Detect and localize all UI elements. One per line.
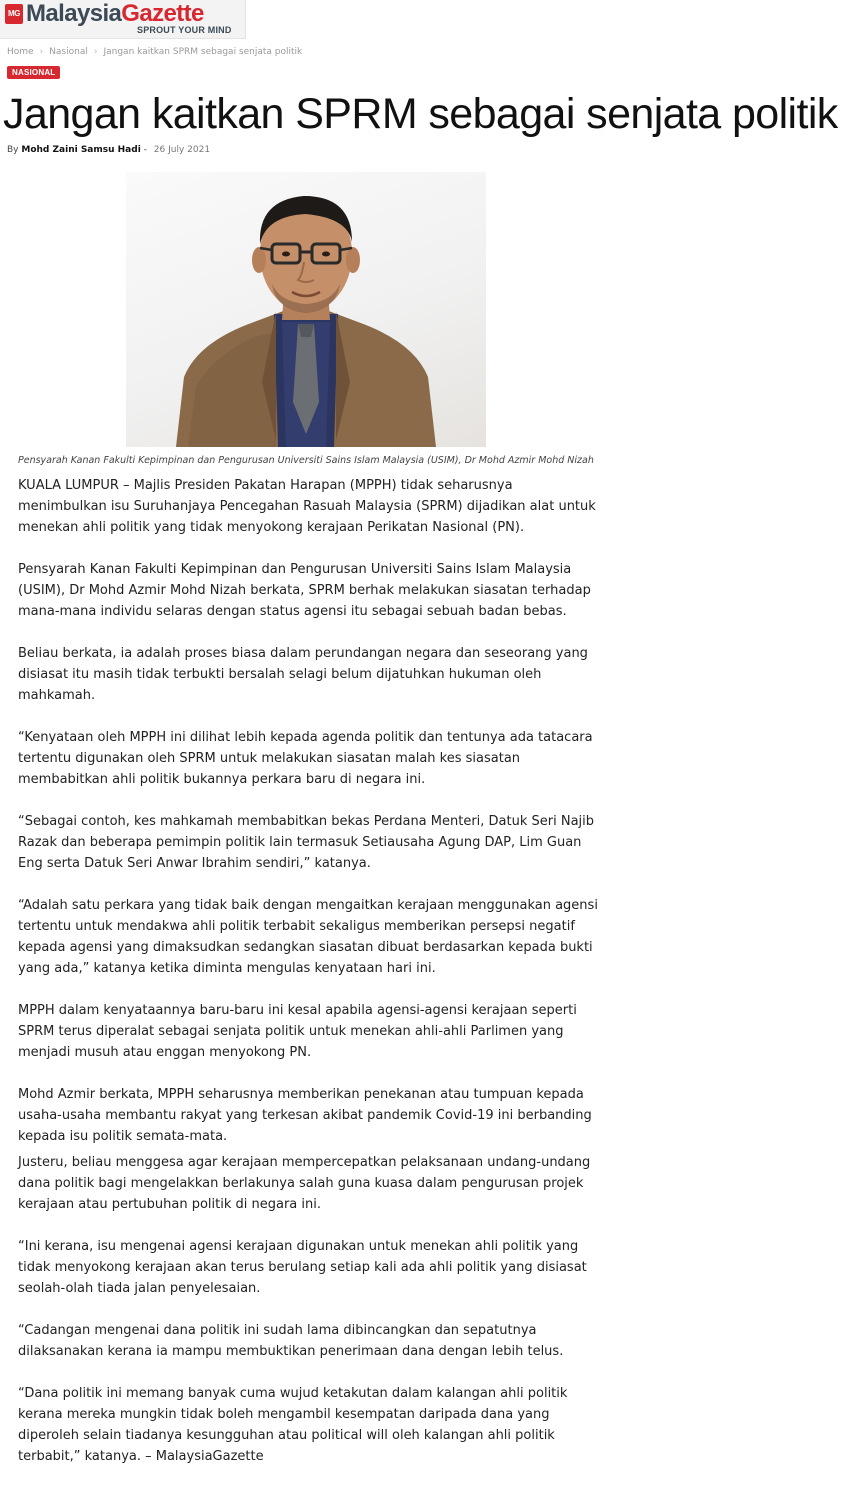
logo-name [26, 0, 204, 28]
breadcrumb-separator-icon: › [39, 47, 44, 57]
article-paragraph: KUALA LUMPUR – Majlis Presiden Pakatan Harapan (MPPH) tidak seharusnya menimbulkan isu Suruhanjaya Pencegahan Rasuah Malaysia (SPRM) dijadikan alat untuk menekan ahli politik yang tidak menyokong kerajaan Perikatan Nasional (PN). [18, 478, 596, 535]
byline-by-label: By [7, 145, 19, 155]
breadcrumb-current[interactable]: Jangan kaitkan SPRM sebagai senjata politik [103, 47, 303, 57]
byline-separator: - [143, 145, 147, 155]
site-logo[interactable] [0, 0, 246, 39]
article-paragraph: Beliau berkata, ia adalah proses biasa dalam perundangan negara dan seseorang yang disiasat itu masih tidak terbukti bersalah selagi belum dijatuhkan hukuman oleh mahkamah. [18, 646, 588, 703]
article-paragraph: Mohd Azmir berkata, MPPH seharusnya memberikan penekanan atau tumpuan kepada usaha-usaha membantu rakyat yang terkesan akibat pandemik Covid-19 ini berbanding kepada isu politik semata-mata. [18, 1087, 592, 1144]
logo-tagline: SPROUT YOUR MIND [137, 25, 232, 35]
category-badge[interactable]: NASIONAL [7, 66, 60, 79]
logo-badge: MG [5, 4, 23, 24]
article-body [18, 475, 603, 1467]
breadcrumb [7, 47, 302, 57]
breadcrumb-category[interactable]: Nasional [49, 47, 88, 57]
publish-date: 26 July 2021 [153, 145, 211, 155]
article-paragraph: “Ini kerana, isu mengenai agensi kerajaan digunakan untuk menekan ahli politik yang tidak menyokong kerajaan akan terus berulang setiap kali ada ahli politik yang disiasat seolah-olah tiada jalan penyelesaian. [18, 1239, 587, 1296]
featured-image [126, 172, 486, 447]
logo-name-part2: Gazette [121, 0, 204, 27]
article-paragraph: “Adalah satu perkara yang tidak baik dengan mengaitkan kerajaan menggunakan agensi tertentu untuk mendakwa ahli politik terbabit sekaligus memberikan persepsi negatif kepada agensi yang dimaksudkan sedangkan siasatan dibuat berdasarkan kepada bukti yang ada,” katanya ketika diminta mengulas kenyataan hari ini. [18, 898, 598, 976]
article-paragraph: Justeru, beliau menggesa agar kerajaan mempercepatkan pelaksanaan undang-undang dana politik bagi mengelakkan berlakunya salah guna kuasa dalam pengurusan projek kerajaan atau pertubuhan politik di negara ini. [18, 1155, 591, 1212]
article-title: Jangan kaitkan SPRM sebagai senjata politik [3, 90, 838, 138]
breadcrumb-home[interactable]: Home [7, 47, 34, 57]
article-paragraph: Pensyarah Kanan Fakulti Kepimpinan dan Pengurusan Universiti Sains Islam Malaysia (USIM), Dr Mohd Azmir Mohd Nizah berkata, SPRM berhak melakukan siasatan terhadap mana-mana individu selaras dengan status agensi itu sebagai sebuah badan bebas. [18, 562, 591, 619]
byline [7, 145, 210, 155]
article-paragraph: “Cadangan mengenai dana politik ini sudah lama dibincangkan dan sepatutnya dilaksanakan kerana ia mampu membuktikan penerimaan dana dengan lebih telus. [18, 1323, 564, 1359]
article-paragraph: “Dana politik ini memang banyak cuma wujud ketakutan dalam kalangan ahli politik kerana mereka mungkin tidak boleh mengambil kesempatan daripada dana yang diperoleh selain tiadanya kesungguhan atau political will oleh kalangan ahli politik terbabit,” katanya. – MalaysiaGazette [18, 1386, 568, 1464]
author-link[interactable]: Mohd Zaini Samsu Hadi [21, 145, 141, 155]
portrait-illustration [126, 172, 486, 447]
breadcrumb-separator-icon: › [93, 47, 98, 57]
image-caption: Pensyarah Kanan Fakulti Kepimpinan dan Pengurusan Universiti Sains Islam Malaysia (USIM), Dr Mohd Azmir Mohd Nizah [18, 455, 594, 466]
article-paragraph: “Sebagai contoh, kes mahkamah membabitkan bekas Perdana Menteri, Datuk Seri Najib Razak dan beberapa pemimpin politik lain termasuk Setiausaha Agung DAP, Lim Guan Eng serta Datuk Seri Anwar Ibrahim sendiri,” katanya. [18, 814, 595, 871]
article-paragraph: “Kenyataan oleh MPPH ini dilihat lebih kepada agenda politik dan tentunya ada tatacara tertentu digunakan oleh SPRM untuk melakukan siasatan malah kes siasatan membabitkan ahli politik bukannya perkara baru di negara ini. [18, 730, 593, 787]
article-paragraph: MPPH dalam kenyataannya baru-baru ini kesal apabila agensi-agensi kerajaan seperti SPRM terus diperalat sebagai senjata politik untuk menekan ahli-ahli Parlimen yang menjadi musuh atau enggan menyokong PN. [18, 1003, 577, 1060]
logo-name-part1: Malaysia [26, 0, 122, 27]
